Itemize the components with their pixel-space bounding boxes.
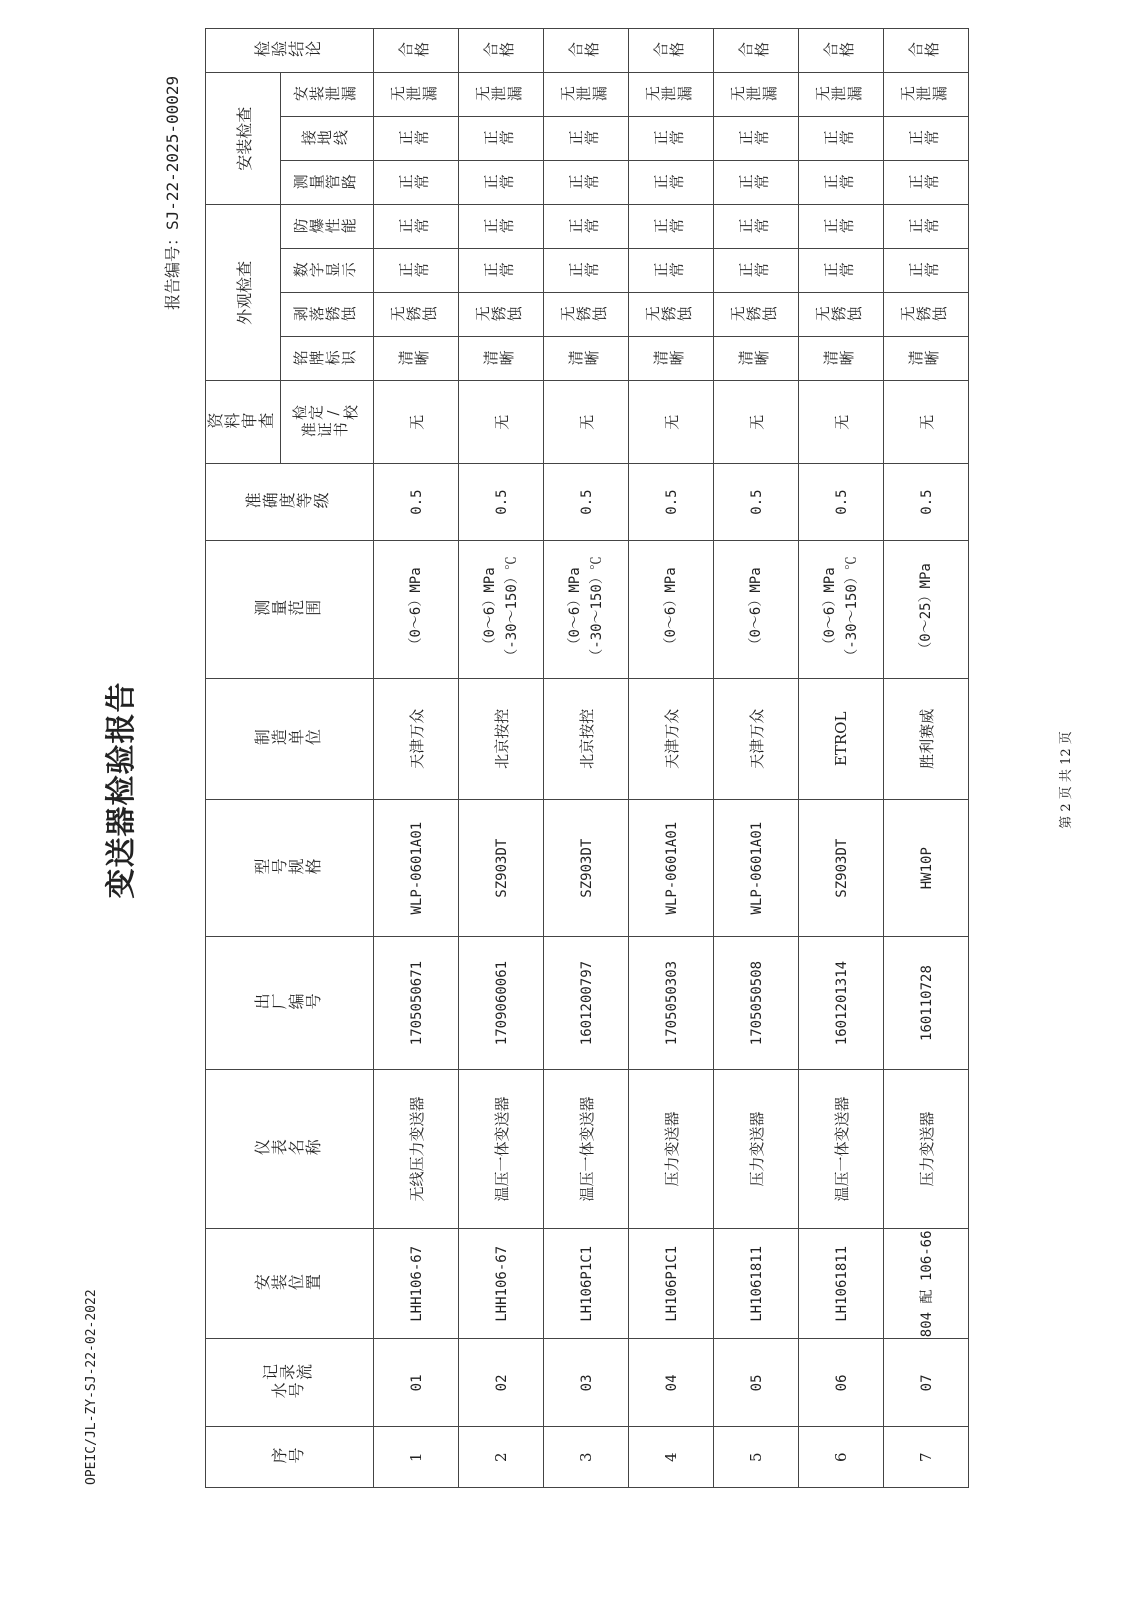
cell-explosion: 正常	[799, 205, 884, 249]
cell-range: （0～6）MPa	[714, 541, 799, 679]
cell-pipe: 正常	[714, 161, 799, 205]
header-pipe: 测量管路	[281, 161, 374, 205]
cell-seq: 7	[884, 1427, 969, 1488]
cell-leak: 无泄漏	[714, 73, 799, 117]
cell-seq: 2	[459, 1427, 544, 1488]
cell-cert: 无	[459, 381, 544, 464]
table-row	[544, 29, 629, 1488]
cell-model: HW10P	[884, 799, 969, 937]
cell-nameplate: 清晰	[459, 337, 544, 381]
cell-name: 温压一体变送器	[799, 1069, 884, 1229]
cell-conclusion: 合格	[374, 29, 459, 73]
header-appearance: 外观检查	[206, 205, 281, 381]
cell-accuracy: 0.5	[799, 464, 884, 541]
cell-seq: 4	[629, 1427, 714, 1488]
cell-nameplate: 清晰	[714, 337, 799, 381]
cell-serial: 1705050303	[629, 937, 714, 1069]
cell-ground: 正常	[544, 117, 629, 161]
cell-explosion: 正常	[459, 205, 544, 249]
page-number: 第 2 页 共 12 页	[1059, 731, 1074, 829]
report-number: 报告编号：SJ-22-2025-00029	[163, 75, 182, 310]
cell-maker: 天津万众	[374, 678, 459, 799]
cell-record: 03	[544, 1339, 629, 1427]
cell-location: LH1061811	[714, 1229, 799, 1339]
cell-explosion: 正常	[629, 205, 714, 249]
cell-location: LH1061811	[799, 1229, 884, 1339]
cell-seq: 6	[799, 1427, 884, 1488]
header-conclusion: 检验结论	[206, 29, 374, 73]
header-name: 仪表名称	[206, 1069, 374, 1229]
table-body	[374, 29, 969, 1488]
cell-model: WLP-0601A01	[374, 799, 459, 937]
cell-display: 正常	[459, 249, 544, 293]
cell-cert: 无	[884, 381, 969, 464]
table-row	[799, 29, 884, 1488]
header-seq: 序号	[206, 1427, 374, 1488]
header-doc-review: 资料审查	[206, 381, 281, 464]
cell-display: 正常	[374, 249, 459, 293]
table-row	[629, 29, 714, 1488]
cell-range: （0～6）MPa （-30～150）℃	[459, 541, 544, 679]
table-row	[459, 29, 544, 1488]
cell-maker: ETROL	[799, 678, 884, 799]
table-row	[714, 29, 799, 1488]
cell-nameplate: 清晰	[374, 337, 459, 381]
cell-serial: 1709060061	[459, 937, 544, 1069]
cell-pipe: 正常	[799, 161, 884, 205]
cell-display: 正常	[714, 249, 799, 293]
cell-record: 06	[799, 1339, 884, 1427]
cell-conclusion: 合格	[629, 29, 714, 73]
header-nameplate: 铭牌标识	[281, 337, 374, 381]
cell-maker: 北京按控	[544, 678, 629, 799]
cell-explosion: 正常	[714, 205, 799, 249]
cell-ground: 正常	[374, 117, 459, 161]
cell-name: 温压一体变送器	[459, 1069, 544, 1229]
cell-nameplate: 清晰	[629, 337, 714, 381]
cell-record: 02	[459, 1339, 544, 1427]
header-row-1	[206, 29, 281, 1488]
cell-nameplate: 清晰	[544, 337, 629, 381]
header-explosion: 防爆性能	[281, 205, 374, 249]
cell-location: LHH106-67	[374, 1229, 459, 1339]
header-cert: 检定/校准证书	[281, 381, 374, 464]
cell-leak: 无泄漏	[884, 73, 969, 117]
cell-nameplate: 清晰	[799, 337, 884, 381]
cell-display: 正常	[629, 249, 714, 293]
cell-conclusion: 合格	[799, 29, 884, 73]
cell-peel: 无锈蚀	[374, 293, 459, 337]
cell-name: 压力变送器	[629, 1069, 714, 1229]
cell-serial: 1705050508	[714, 937, 799, 1069]
cell-leak: 无泄漏	[629, 73, 714, 117]
cell-peel: 无锈蚀	[799, 293, 884, 337]
cell-seq: 5	[714, 1427, 799, 1488]
cell-leak: 无泄漏	[459, 73, 544, 117]
header-accuracy: 准确度等级	[206, 464, 374, 541]
cell-maker: 天津万众	[629, 678, 714, 799]
header-record: 记录流水号	[206, 1339, 374, 1427]
cell-range: （0～6）MPa	[629, 541, 714, 679]
cell-leak: 无泄漏	[374, 73, 459, 117]
cell-record: 05	[714, 1339, 799, 1427]
header-peel: 剥落锈蚀	[281, 293, 374, 337]
cell-name: 压力变送器	[714, 1069, 799, 1229]
cell-serial: 1705050671	[374, 937, 459, 1069]
cell-explosion: 正常	[884, 205, 969, 249]
cell-location: 804 配 106-66	[884, 1229, 969, 1339]
header-install: 安装检查	[206, 73, 281, 205]
cell-leak: 无泄漏	[799, 73, 884, 117]
header-display: 数字显示	[281, 249, 374, 293]
cell-model: SZ903DT	[544, 799, 629, 937]
cell-model: SZ903DT	[799, 799, 884, 937]
cell-seq: 1	[374, 1427, 459, 1488]
cell-accuracy: 0.5	[374, 464, 459, 541]
cell-pipe: 正常	[374, 161, 459, 205]
table-row	[374, 29, 459, 1488]
cell-display: 正常	[799, 249, 884, 293]
cell-display: 正常	[884, 249, 969, 293]
cell-peel: 无锈蚀	[714, 293, 799, 337]
header-range: 测量范围	[206, 541, 374, 679]
cell-range: （0～6）MPa	[374, 541, 459, 679]
cell-conclusion: 合格	[714, 29, 799, 73]
cell-display: 正常	[544, 249, 629, 293]
cell-name: 温压一体变送器	[544, 1069, 629, 1229]
cell-ground: 正常	[714, 117, 799, 161]
cell-accuracy: 0.5	[629, 464, 714, 541]
cell-location: LH106P1C1	[544, 1229, 629, 1339]
cell-serial: 160110728	[884, 937, 969, 1069]
cell-pipe: 正常	[459, 161, 544, 205]
inspection-table	[205, 28, 969, 1488]
cell-range: （0～25）MPa	[884, 541, 969, 679]
cell-maker: 天津万众	[714, 678, 799, 799]
cell-record: 04	[629, 1339, 714, 1427]
cell-peel: 无锈蚀	[459, 293, 544, 337]
cell-maker: 北京按控	[459, 678, 544, 799]
cell-conclusion: 合格	[459, 29, 544, 73]
cell-conclusion: 合格	[884, 29, 969, 73]
report-title: 变送器检验报告	[104, 681, 139, 899]
cell-cert: 无	[629, 381, 714, 464]
cell-ground: 正常	[629, 117, 714, 161]
cell-cert: 无	[714, 381, 799, 464]
cell-conclusion: 合格	[544, 29, 629, 73]
header-ground: 接地线	[281, 117, 374, 161]
cell-model: SZ903DT	[459, 799, 544, 937]
cell-model: WLP-0601A01	[714, 799, 799, 937]
cell-ground: 正常	[884, 117, 969, 161]
table-row	[884, 29, 969, 1488]
cell-range: （0～6）MPa （-30～150）℃	[544, 541, 629, 679]
header-leak: 安装泄漏	[281, 73, 374, 117]
cell-explosion: 正常	[374, 205, 459, 249]
cell-maker: 胜利赛威	[884, 678, 969, 799]
cell-range: （0～6）MPa （-30～150）℃	[799, 541, 884, 679]
cell-explosion: 正常	[544, 205, 629, 249]
cell-record: 01	[374, 1339, 459, 1427]
cell-serial: 1601200797	[544, 937, 629, 1069]
cell-name: 压力变送器	[884, 1069, 969, 1229]
cell-model: WLP-0601A01	[629, 799, 714, 937]
header-location: 安装位置	[206, 1229, 374, 1339]
cell-cert: 无	[799, 381, 884, 464]
cell-ground: 正常	[799, 117, 884, 161]
cell-name: 无线压力变送器	[374, 1069, 459, 1229]
cell-ground: 正常	[459, 117, 544, 161]
cell-pipe: 正常	[544, 161, 629, 205]
cell-accuracy: 0.5	[714, 464, 799, 541]
form-code: OPEIC/JL-ZY-SJ-22-02-2022	[84, 1289, 99, 1485]
cell-nameplate: 清晰	[884, 337, 969, 381]
header-maker: 制造单位	[206, 678, 374, 799]
cell-location: LHH106-67	[459, 1229, 544, 1339]
cell-accuracy: 0.5	[459, 464, 544, 541]
cell-pipe: 正常	[629, 161, 714, 205]
cell-seq: 3	[544, 1427, 629, 1488]
cell-pipe: 正常	[884, 161, 969, 205]
header-model: 型号规格	[206, 799, 374, 937]
cell-cert: 无	[374, 381, 459, 464]
cell-serial: 1601201314	[799, 937, 884, 1069]
cell-leak: 无泄漏	[544, 73, 629, 117]
cell-peel: 无锈蚀	[884, 293, 969, 337]
cell-peel: 无锈蚀	[629, 293, 714, 337]
header-serial: 出厂编号	[206, 937, 374, 1069]
cell-location: LH106P1C1	[629, 1229, 714, 1339]
cell-cert: 无	[544, 381, 629, 464]
cell-accuracy: 0.5	[884, 464, 969, 541]
cell-accuracy: 0.5	[544, 464, 629, 541]
cell-record: 07	[884, 1339, 969, 1427]
cell-peel: 无锈蚀	[544, 293, 629, 337]
